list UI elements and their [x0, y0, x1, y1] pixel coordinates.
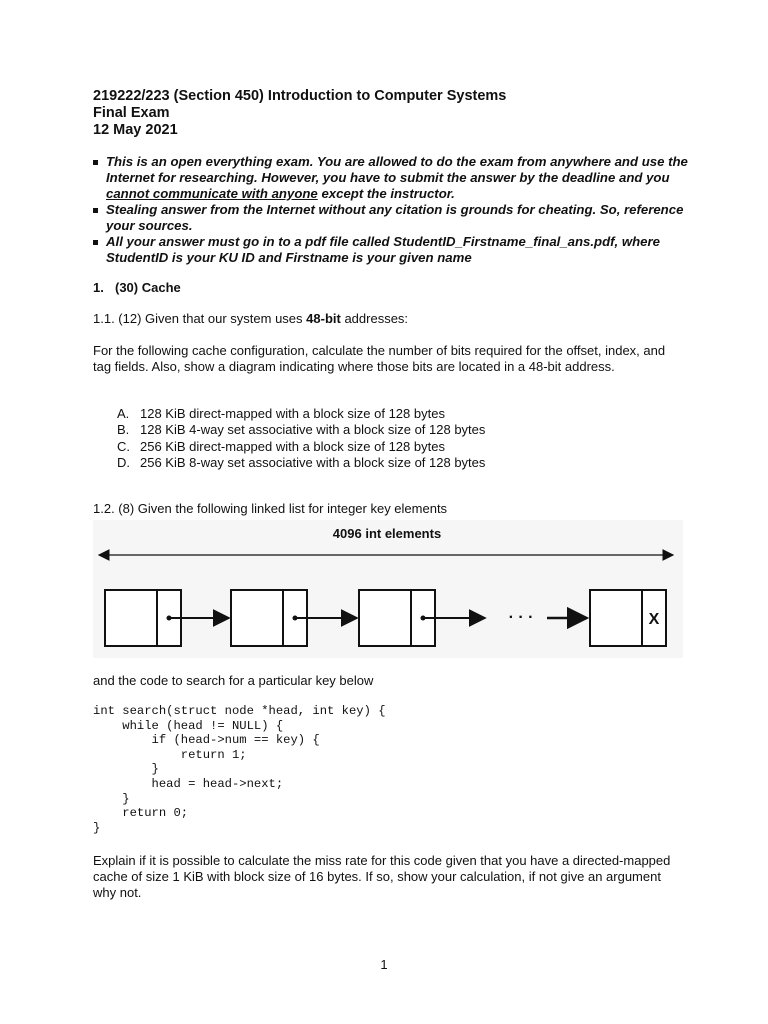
page-number: 1 [380, 957, 388, 972]
linked-list-diagram [93, 520, 683, 658]
option-item: D. 256 KiB 8-way set associative with a block size of 128 bytes [117, 454, 486, 470]
exam-header [93, 88, 506, 139]
question-1-2-intro: 1.2. (8) Given the following linked list for integer key elements [93, 501, 448, 516]
list-node [359, 590, 485, 646]
null-marker: X [648, 611, 660, 628]
option-item: C. 256 KiB direct-mapped with a block size of 128 bytes [117, 438, 445, 454]
exam-date: 12 May 2021 [93, 122, 178, 138]
question-1-1-body: For the following cache configuration, calculate the number of bits required for the offset, index, and tag fields. Also, show a diagram indicating where those bits are located in a 48-bit address. [93, 343, 666, 374]
list-node-tail [590, 590, 666, 646]
bullet-icon [93, 160, 98, 165]
instruction-item: Stealing answer from the Internet without any citation is grounds for cheating. So, reference your sources. [93, 202, 693, 234]
option-list [117, 406, 485, 471]
question-1-1-prompt: 1.1. (12) Given that our system uses 48-bit addresses: [93, 311, 409, 326]
linked-list-svg [93, 520, 683, 658]
instructions-list [93, 154, 693, 266]
code-intro: and the code to search for a particular key below [93, 673, 374, 688]
list-node [105, 590, 229, 646]
option-item: B. 128 KiB 4-way set associative with a block size of 128 bytes [117, 422, 486, 438]
instruction-item: This is an open everything exam. You are allowed to do the exam from anywhere and use the Internet for researching. However, you have to submit the answer by the deadline and you cannot communicate with anyone except the instructor. [93, 154, 693, 201]
course-title: 219222/223 (Section 450) Introduction to Computer Systems [93, 88, 507, 104]
list-node [231, 590, 357, 646]
option-item: A. 128 KiB direct-mapped with a block size of 128 bytes [117, 406, 445, 421]
question-1-title: 1. (30) Cache [93, 280, 181, 295]
instruction-item: All your answer must go in to a pdf file called StudentID_Firstname_final_ans.pdf, where StudentID is your KU ID and Firstname is your given name [93, 234, 693, 266]
exam-title: Final Exam [93, 105, 170, 121]
diagram-label: 4096 int elements [332, 526, 442, 541]
code-block: int search(struct node *head, int key) { while (head != NULL) { if (head->num == key) { return 1; } head = head->next; } return 0; } [93, 704, 386, 835]
bullet-icon [93, 240, 98, 245]
bullet-icon [93, 208, 98, 213]
question-1-2-body: Explain if it is possible to calculate the miss rate for this code given that you have a directed-mapped cache of size 1 KiB with block size of 16 bytes. If so, show your calculation, if not give an argument why not. [93, 853, 671, 900]
ellipsis-text: · · · [508, 609, 534, 626]
